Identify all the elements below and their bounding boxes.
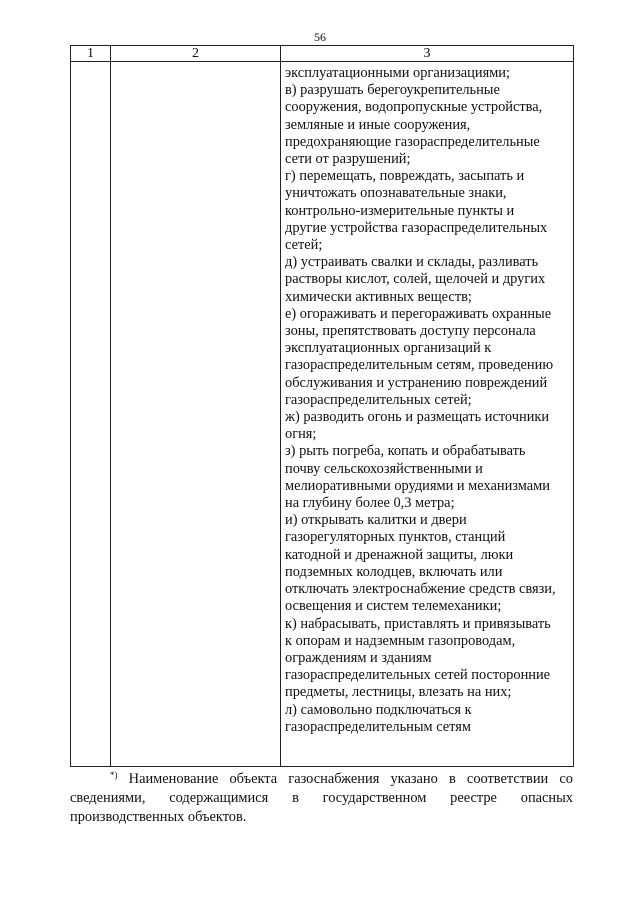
text-line: почву сельскохозяйственными и [285, 460, 483, 477]
text-line: предохраняющие газораспределительные [285, 133, 540, 150]
text-line: отключать электроснабжение средств связи, [285, 581, 556, 598]
text-line: катодной и дренажной защиты, люки [285, 546, 514, 563]
text-line: ж) разводить огонь и размещать источники [285, 409, 550, 426]
text-line: подземных колодцев, включать или [285, 563, 503, 580]
text-line: химически активных веществ; [285, 288, 472, 305]
text-line: предметы, лестницы, влезать на них; [285, 684, 512, 701]
column-header-3: 3 [281, 46, 574, 62]
text-line: г) перемещать, повреждать, засыпать и [285, 168, 525, 185]
text-line: и) открывать калитки и двери [285, 512, 467, 529]
page-number: 56 [314, 30, 326, 44]
text-line: растворы кислот, солей, щелочей и других [285, 271, 546, 288]
table-header-row [71, 46, 574, 62]
column-header-2: 2 [111, 46, 281, 62]
text-line: на глубину более 0,3 метра; [285, 495, 455, 512]
footnote-line-1 [70, 770, 573, 789]
table-cell-col1 [71, 62, 111, 767]
text-line: л) самовольно подключаться к [285, 701, 472, 718]
text-line: д) устраивать свалки и склады, разливать [285, 254, 539, 271]
text-line: з) рыть погреба, копать и обрабатывать [285, 443, 526, 460]
text-line: газораспределительных сетей посторонние [285, 667, 551, 684]
text-line: сети от разрушений; [285, 151, 411, 168]
text-line: огня; [285, 426, 317, 443]
text-line: сетей; [285, 237, 323, 254]
text-line: эксплуатационными организациями; [285, 65, 511, 81]
table-cell-col3 [281, 62, 574, 767]
text-line: земляные и иные сооружения, [285, 116, 471, 133]
footnote-line-3: производственных объектов. [70, 809, 247, 825]
text-line: газорегуляторных пунктов, станций [285, 529, 506, 546]
text-line: к) набрасывать, приставлять и привязывать [285, 615, 551, 632]
text-line: в) разрушать берегоукрепительные [285, 82, 500, 99]
text-line: газораспределительным сетям [285, 718, 472, 735]
text-line: сооружения, водопропускные устройства, [285, 99, 543, 116]
main-table [70, 45, 574, 767]
column-header-1: 1 [71, 46, 111, 62]
text-line: зоны, препятствовать доступу персонала [285, 323, 536, 340]
footnote-line-2: сведениями, содержащимися в государственном реестре опасных [70, 790, 573, 806]
restrictions-text [281, 62, 573, 736]
table-cell-col2 [111, 62, 281, 767]
text-line: ограждениям и зданиям [285, 649, 432, 666]
text-line: уничтожать опознавательные знаки, [285, 185, 507, 202]
text-line: к опорам и надземным газопроводам, [285, 632, 516, 649]
table-row [71, 62, 574, 767]
text-line: эксплуатационных организаций к [285, 340, 492, 357]
text-line: мелиоративными орудиями и механизмами [285, 477, 550, 494]
text-line: обслуживания и устранению повреждений [285, 374, 548, 391]
footnote-marker: *) [110, 770, 118, 780]
footnote [70, 770, 573, 827]
text-line: контрольно-измерительные пункты и [285, 202, 515, 219]
text-line: газораспределительным сетям, проведению [285, 357, 554, 374]
text-line: газораспределительных сетей; [285, 391, 472, 408]
text-line: е) огораживать и перегораживать охранные [285, 305, 552, 322]
text-line: другие устройства газораспределительных [285, 219, 548, 236]
footnote-line-1-text: Наименование объекта газоснабжения указано в соответствии со [128, 771, 573, 787]
text-line: освещения и систем телемеханики; [285, 598, 502, 615]
